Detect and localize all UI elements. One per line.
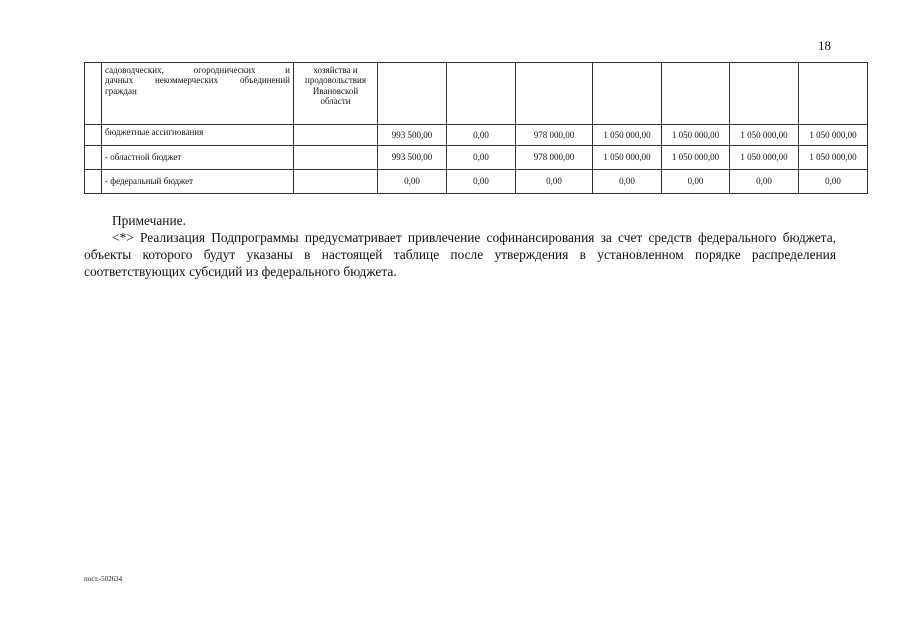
value-cell: 1 050 000,00 (593, 125, 662, 146)
document-code: пост.-502634 (84, 575, 123, 583)
value-cell: 0,00 (799, 170, 868, 194)
value-cell: 0,00 (447, 146, 516, 170)
description-line: садоводческих, огороднических и (105, 65, 290, 75)
value-cell: 978 000,00 (516, 146, 593, 170)
empty-cell (593, 63, 662, 125)
empty-cell (378, 63, 447, 125)
empty-cell (447, 63, 516, 125)
number-cell (85, 125, 102, 146)
description-line: граждан (105, 85, 137, 96)
value-cell: 0,00 (662, 170, 730, 194)
value-cell: 1 050 000,00 (730, 125, 799, 146)
budget-table (84, 62, 868, 194)
value-cell: 1 050 000,00 (799, 146, 868, 170)
row-label: бюджетные ассигнования (102, 125, 294, 146)
description-cell (102, 63, 294, 125)
note-block (84, 212, 836, 280)
value-cell: 0,00 (447, 125, 516, 146)
row-label: - федеральный бюджет (102, 170, 294, 194)
page-number: 18 (818, 38, 831, 53)
executor-cell (294, 170, 378, 194)
value-cell: 1 050 000,00 (730, 146, 799, 170)
executor-cell (294, 146, 378, 170)
executor-cell: хозяйства и продовольствия Ивановской области (294, 63, 378, 125)
empty-cell (516, 63, 593, 125)
table-row (85, 125, 868, 146)
value-cell: 0,00 (730, 170, 799, 194)
value-cell: 1 050 000,00 (662, 146, 730, 170)
note-title: Примечание. (112, 213, 186, 228)
number-cell (85, 170, 102, 194)
value-cell: 0,00 (516, 170, 593, 194)
empty-cell (662, 63, 730, 125)
value-cell: 0,00 (378, 170, 447, 194)
value-cell: 0,00 (593, 170, 662, 194)
table-row (85, 170, 868, 194)
executor-cell (294, 125, 378, 146)
value-cell: 1 050 000,00 (799, 125, 868, 146)
number-cell (85, 146, 102, 170)
value-cell: 0,00 (447, 170, 516, 194)
value-cell: 978 000,00 (516, 125, 593, 146)
table-row (85, 146, 868, 170)
value-cell: 1 050 000,00 (662, 125, 730, 146)
value-cell: 993 500,00 (378, 125, 447, 146)
value-cell: 993 500,00 (378, 146, 447, 170)
table-row (85, 63, 868, 125)
note-text: <*> Реализация Подпрограммы предусматривает привлечение софинансирования за счет средств федерального бюджета, объекты которого будут указаны в настоящей таблице после утверждения в установленном порядке распределения соответствующих субсидий из федерального бюджета. (84, 230, 836, 279)
description-line: дачных некоммерческих объединений (105, 75, 290, 86)
empty-cell (799, 63, 868, 125)
number-cell (85, 63, 102, 125)
empty-cell (730, 63, 799, 125)
row-label: - областной бюджет (102, 146, 294, 170)
value-cell: 1 050 000,00 (593, 146, 662, 170)
